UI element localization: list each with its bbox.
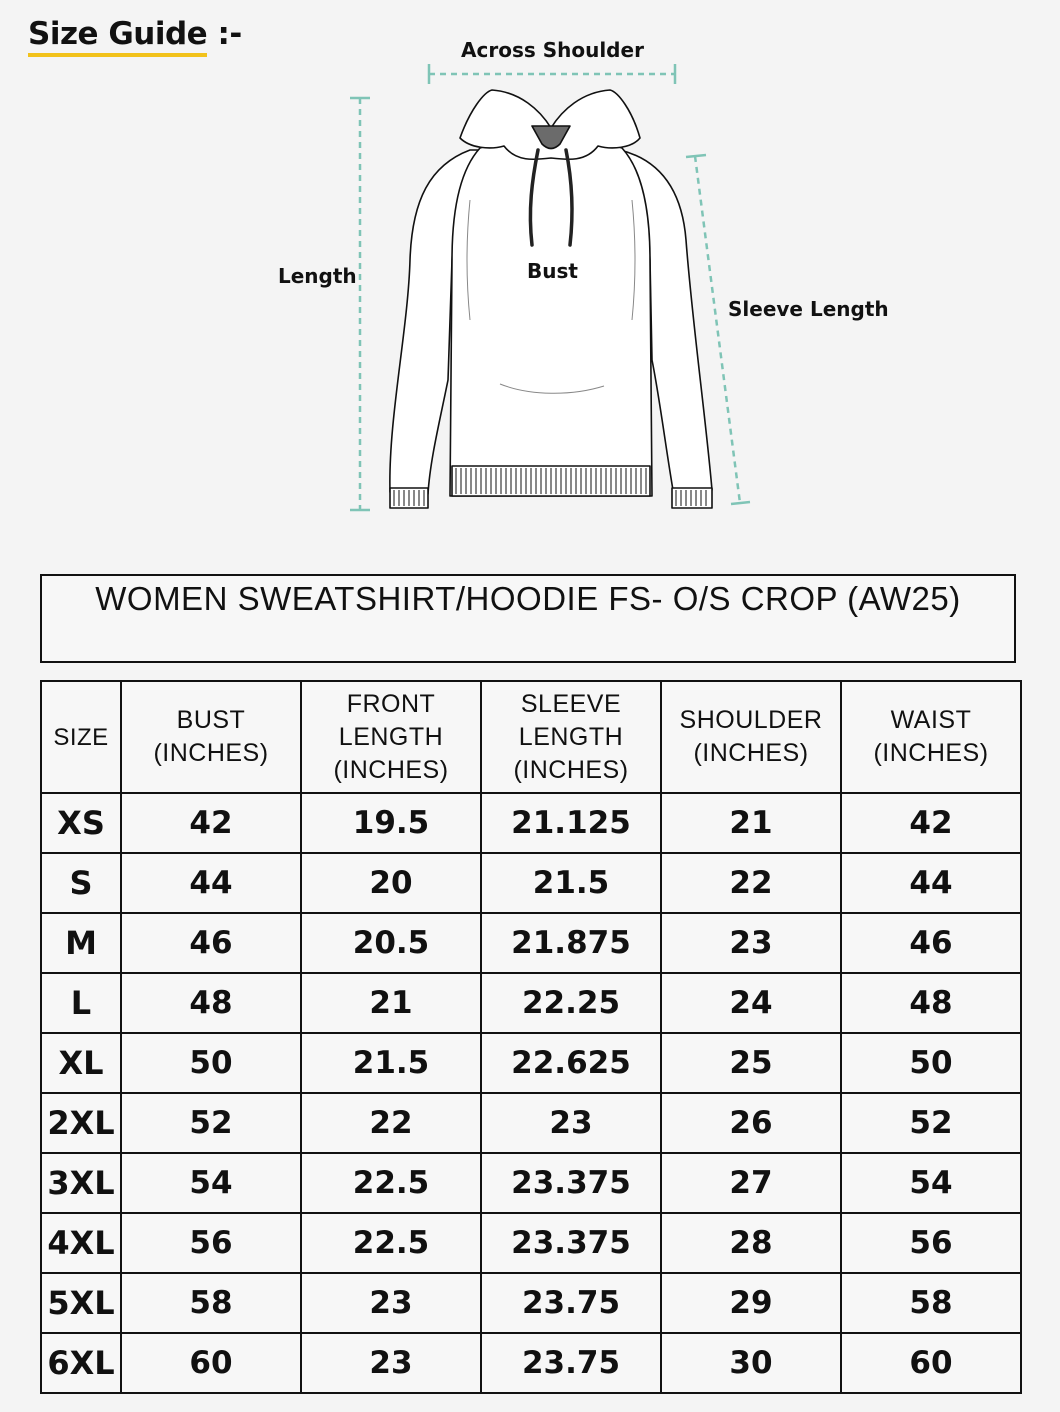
- table-row: [41, 1333, 1021, 1393]
- size-cell: 5XL: [41, 1273, 121, 1333]
- table-row: [41, 853, 1021, 913]
- size-cell: XS: [41, 793, 121, 853]
- sleeve-length-label: Sleeve Length: [728, 297, 889, 321]
- table-header-row: [41, 681, 1021, 793]
- size-guide-title-suffix: :-: [207, 16, 242, 52]
- size-guide-title-text: Size Guide: [28, 16, 207, 57]
- front-length-cell: 22: [301, 1093, 481, 1153]
- product-banner: [40, 574, 1016, 663]
- waist-cell: 48: [841, 973, 1021, 1033]
- hoodie-outline: [390, 90, 712, 508]
- measurement-diagram: [0, 0, 1060, 540]
- size-cell: 4XL: [41, 1213, 121, 1273]
- bust-cell: 42: [121, 793, 301, 853]
- waist-cell: 50: [841, 1033, 1021, 1093]
- bust-cell: 44: [121, 853, 301, 913]
- table-row: [41, 973, 1021, 1033]
- sleeve-length-cell: 23: [481, 1093, 661, 1153]
- shoulder-cell: 25: [661, 1033, 841, 1093]
- waist-cell: 42: [841, 793, 1021, 853]
- front-length-cell: 20: [301, 853, 481, 913]
- size-cell: 3XL: [41, 1153, 121, 1213]
- shoulder-cell: 24: [661, 973, 841, 1033]
- bust-label: Bust: [527, 259, 578, 283]
- shoulder-cell: 28: [661, 1213, 841, 1273]
- across-shoulder-label: Across Shoulder: [461, 38, 644, 62]
- length-label: Length: [278, 264, 357, 288]
- header-waist: WAIST (INCHES): [841, 681, 1021, 793]
- table-row: [41, 1033, 1021, 1093]
- table-row: [41, 1213, 1021, 1273]
- sleeve-length-cell: 23.375: [481, 1213, 661, 1273]
- header-sleeve-length: SLEEVE LENGTH (INCHES): [481, 681, 661, 793]
- product-banner-text: WOMEN SWEATSHIRT/HOODIE FS- O/S CROP (AW25): [95, 580, 961, 617]
- size-cell: L: [41, 973, 121, 1033]
- shoulder-cell: 27: [661, 1153, 841, 1213]
- bust-cell: 52: [121, 1093, 301, 1153]
- sleeve-length-cell: 23.375: [481, 1153, 661, 1213]
- size-chart-table: [40, 680, 1022, 1394]
- sleeve-length-cell: 22.25: [481, 973, 661, 1033]
- size-cell: XL: [41, 1033, 121, 1093]
- sleeve-length-cell: 21.125: [481, 793, 661, 853]
- sleeve-length-cell: 21.875: [481, 913, 661, 973]
- table-row: [41, 913, 1021, 973]
- table-row: [41, 1273, 1021, 1333]
- front-length-cell: 23: [301, 1333, 481, 1393]
- waist-cell: 44: [841, 853, 1021, 913]
- bust-cell: 48: [121, 973, 301, 1033]
- shoulder-cell: 21: [661, 793, 841, 853]
- header-shoulder: SHOULDER (INCHES): [661, 681, 841, 793]
- bust-cell: 60: [121, 1333, 301, 1393]
- size-cell: M: [41, 913, 121, 973]
- sleeve-length-cell: 23.75: [481, 1333, 661, 1393]
- size-cell: S: [41, 853, 121, 913]
- shoulder-cell: 29: [661, 1273, 841, 1333]
- header-size: SIZE: [41, 681, 121, 793]
- waist-cell: 52: [841, 1093, 1021, 1153]
- waist-cell: 58: [841, 1273, 1021, 1333]
- front-length-cell: 20.5: [301, 913, 481, 973]
- shoulder-cell: 23: [661, 913, 841, 973]
- sleeve-length-cell: 21.5: [481, 853, 661, 913]
- shoulder-cell: 30: [661, 1333, 841, 1393]
- size-cell: 2XL: [41, 1093, 121, 1153]
- waist-cell: 54: [841, 1153, 1021, 1213]
- front-length-cell: 21: [301, 973, 481, 1033]
- header-front-length: FRONT LENGTH (INCHES): [301, 681, 481, 793]
- header-bust: BUST (INCHES): [121, 681, 301, 793]
- shoulder-cell: 26: [661, 1093, 841, 1153]
- table-row: [41, 1153, 1021, 1213]
- size-cell: 6XL: [41, 1333, 121, 1393]
- shoulder-cell: 22: [661, 853, 841, 913]
- sleeve-length-cell: 22.625: [481, 1033, 661, 1093]
- bust-cell: 46: [121, 913, 301, 973]
- front-length-cell: 22.5: [301, 1213, 481, 1273]
- bust-cell: 58: [121, 1273, 301, 1333]
- front-length-cell: 21.5: [301, 1033, 481, 1093]
- table-row: [41, 793, 1021, 853]
- front-length-cell: 23: [301, 1273, 481, 1333]
- waist-cell: 60: [841, 1333, 1021, 1393]
- bust-cell: 50: [121, 1033, 301, 1093]
- waist-cell: 46: [841, 913, 1021, 973]
- front-length-cell: 22.5: [301, 1153, 481, 1213]
- bust-cell: 54: [121, 1153, 301, 1213]
- sleeve-length-cell: 23.75: [481, 1273, 661, 1333]
- waist-cell: 56: [841, 1213, 1021, 1273]
- front-length-cell: 19.5: [301, 793, 481, 853]
- bust-cell: 56: [121, 1213, 301, 1273]
- table-row: [41, 1093, 1021, 1153]
